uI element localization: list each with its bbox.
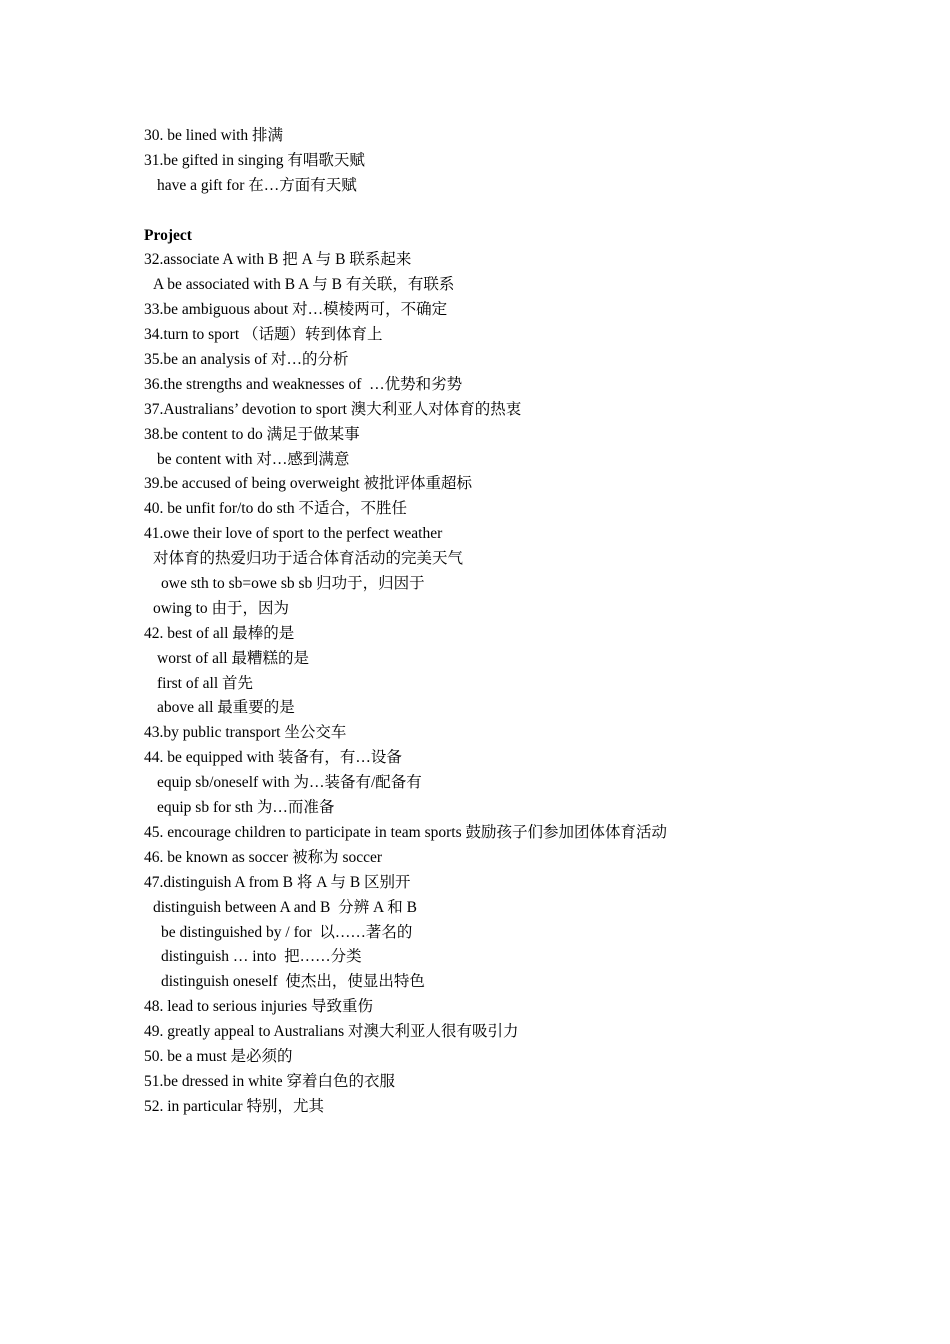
entry-32: 32.associate A with B 把 A 与 B 联系起来: [144, 251, 412, 269]
entry-41-sub-1: owe sth to sb=owe sb sb 归功于，归因于: [161, 575, 425, 593]
entry-41-translation: 对体育的热爱归功于适合体育活动的完美天气: [153, 550, 464, 568]
entry-47-sub-2: be distinguished by / for 以……著名的: [161, 923, 413, 941]
entry-47-sub-3: distinguish … into 把……分类: [161, 948, 362, 966]
entry-37: 37.Australians’ devotion to sport 澳大利亚人对体育的热衷: [144, 400, 522, 418]
entry-44-sub-2: equip sb for sth 为…而准备: [157, 799, 335, 817]
entry-32-sub: A be associated with B A 与 B 有关联，有联系: [153, 276, 455, 294]
entry-47-sub-1: distinguish between A and B 分辨 A 和 B: [153, 898, 417, 916]
entry-36: 36.the strengths and weaknesses of …优势和劣势: [144, 375, 463, 393]
entry-47: 47.distinguish A from B 将 A 与 B 区别开: [144, 873, 411, 891]
entry-42-sub-2: first of all 首先: [157, 674, 253, 692]
entry-42-sub-3: above all 最重要的是: [157, 699, 295, 717]
entry-38-sub: be content with 对…感到满意: [157, 450, 350, 468]
entry-52: 52. in particular 特别，尤其: [144, 1097, 324, 1115]
entry-46: 46. be known as soccer 被称为 soccer: [144, 848, 383, 866]
entry-39: 39.be accused of being overweight 被批评体重超标: [144, 475, 473, 493]
entry-40: 40. be unfit for/to do sth 不适合，不胜任: [144, 500, 408, 518]
entry-34: 34.turn to sport （话题）转到体育上: [144, 326, 383, 344]
entry-43: 43.by public transport 坐公交车: [144, 724, 347, 742]
blank-line: [144, 199, 864, 224]
entry-44: 44. be equipped with 装备有，有…设备: [144, 749, 402, 767]
entry-30: 30. be lined with 排满: [144, 127, 284, 144]
entry-42: 42. best of all 最棒的是: [144, 624, 295, 642]
entry-44-sub-1: equip sb/oneself with 为…装备有/配备有: [157, 774, 422, 792]
entry-48: 48. lead to serious injuries 导致重伤: [144, 998, 374, 1016]
section-heading-project: Project: [144, 226, 192, 244]
entry-51: 51.be dressed in white 穿着白色的衣服: [144, 1072, 395, 1090]
document-page: [144, 124, 864, 1120]
entry-50: 50. be a must 是必须的: [144, 1047, 293, 1065]
entry-31-sub: have a gift for 在…方面有天赋: [157, 176, 357, 194]
entry-38: 38.be content to do 满足于做某事: [144, 425, 360, 443]
entry-45: 45. encourage children to participate in team sports 鼓励孩子们参加团体体育活动: [144, 823, 668, 841]
entry-33: 33.be ambiguous about 对…模棱两可，不确定: [144, 301, 448, 319]
entry-47-sub-4: distinguish oneself 使杰出，使显出特色: [161, 973, 425, 991]
entry-49: 49. greatly appeal to Australians 对澳大利亚人很有吸引力: [144, 1023, 519, 1041]
entry-42-sub-1: worst of all 最糟糕的是: [157, 649, 309, 667]
entry-31: 31.be gifted in singing 有唱歌天赋: [144, 151, 365, 169]
entry-41-sub-2: owing to 由于，因为: [153, 599, 290, 617]
entry-41: 41.owe their love of sport to the perfect weather: [144, 525, 443, 543]
entry-35: 35.be an analysis of 对…的分析: [144, 351, 349, 369]
